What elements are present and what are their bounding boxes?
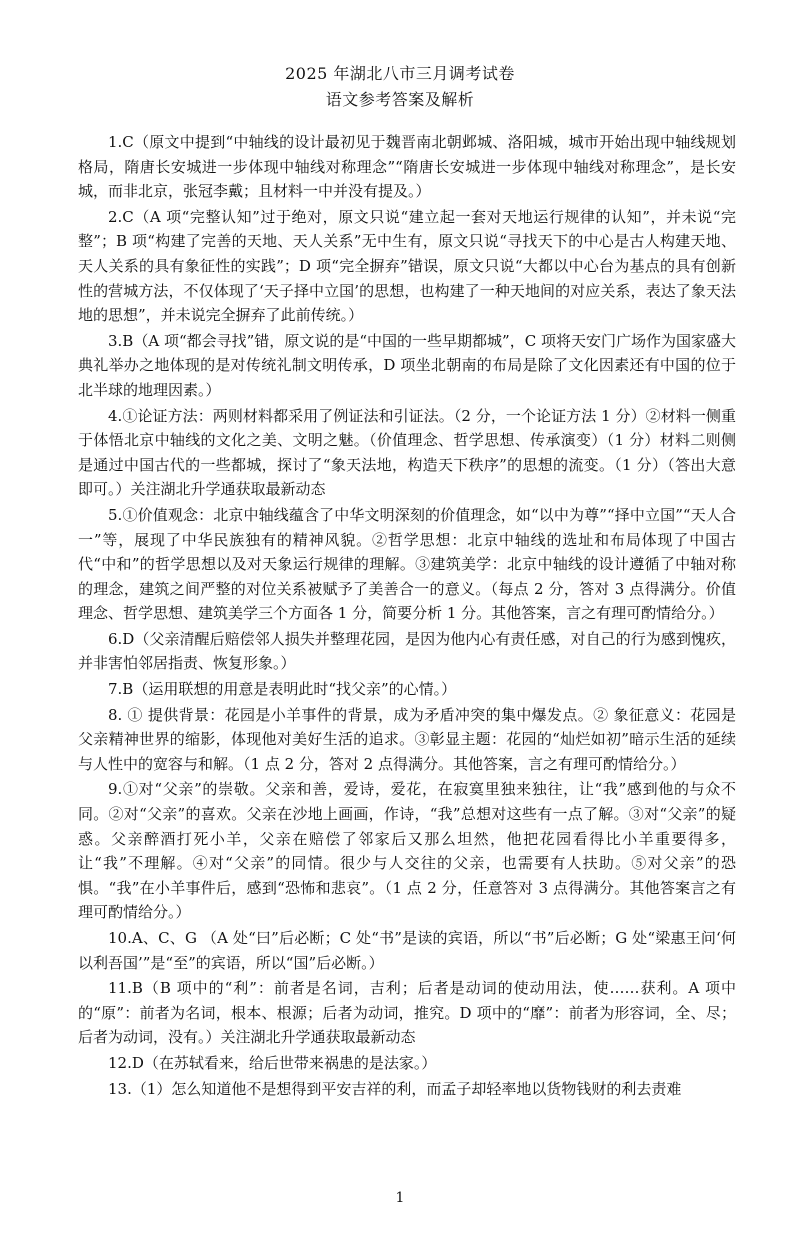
answer-10: 10.A、C、G （A 处“曰”后必断；C 处“书”是读的宾语，所以“书”后必断；G 处“梁惠王问‘何以利吾国’”是“至”的宾语，所以“国”后必断。） — [78, 929, 736, 972]
answer-6: 6.D（父亲清醒后赔偿邻人损失并整理花园，是因为他内心有责任感，对自己的行为感到愧疚，并非害怕邻居指责、恢复形象。） — [78, 629, 736, 673]
document-subtitle: 语文参考答案及解析 — [325, 90, 475, 109]
answer-3: 3.B（A 项“都会寻找”错，原文说的是“中国的一些早期都城”，C 项将天安门广场作为国家盛大典礼举办之地体现的是对传统礼制文明传承，D 项坐北朝南的布局是除了文化因素还有中国的位于北半球的地理因素。） — [78, 331, 736, 399]
answer-1: 1.C（原文中提到“中轴线的设计最初见于魏晋南北朝邺城、洛阳城，城市开始出现中轴线规划格局，隋唐长安城进一步体现中轴线对称理念”“隋唐长安城进一步体现中轴线对称理念”，是长安城，而非北京，张冠李戴；且材料一中并没有提及。） — [78, 133, 736, 201]
answer-11: 11.B（B 项中的“利”：前者是名词，吉利；后者是动词的使动用法，使……获利。A 项中的“原”：前者为名词，根本、根源；后者为动词，推究。D 项中的“靡”：前者为形容词，全、尽；后者为动词，没有。）关注湖北升学通获取最新动态 — [78, 979, 736, 1047]
document-title: 2025 年湖北八市三月调考试卷 — [285, 64, 515, 83]
answer-12: 12.D（在苏轼看来，给后世带来祸患的是法家。） — [108, 1053, 437, 1072]
answer-8: 8. ① 提供背景：花园是小羊事件的背景，成为矛盾冲突的集中爆发点。② 象征意义：花园是父亲精神世界的缩影，体现他对美好生活的追求。③彰显主题：花园的“灿烂如初”暗示生活的延续与人性中的宽容与和解。（1 点 2 分，答对 2 点得满分。其他答案，言之有理可酌情给分。） — [78, 705, 736, 773]
answer-5: 5.①价值观念：北京中轴线蕴含了中华文明深刻的价值理念，如“以中为尊”“择中立国”“天人合一”等，展现了中华民族独有的精神风貌。②哲学思想：北京中轴线的选址和布局体现了中国古代“中和”的哲学思想以及对天象运行规律的理解。③建筑美学：北京中轴线的设计遵循了中轴对称的理念，建筑之间严整的对位关系被赋予了美善合一的意义。（每点 2 分，答对 3 点得满分。价值理念、哲学思想、建筑美学三个方面各 1 分，简要分析 1 分。其他答案，言之有理可酌情给分。） — [78, 505, 736, 623]
answer-9: 9.①对“父亲”的崇敬。父亲和善，爱诗，爱花，在寂寞里独来独往，让“我”感到他的与众不同。②对“父亲”的喜欢。父亲在沙地上画画，作诗，“我”总想对这些有一点了解。③对“父亲”的疑惑。父亲醉酒打死小羊，父亲在赔偿了邻家后又那么坦然，他把花园看得比小羊重要得多，让“我”不理解。④对“父亲”的同情。很少与人交往的父亲，也需要有人扶助。⑤对父亲”的恐惧。“我”在小羊事件后，感到“恐怖和悲哀”。（1 点 2 分，任意答对 3 点得满分。其他答案言之有理可酌情给分。） — [78, 780, 736, 922]
header — [0, 62, 800, 112]
answer-13: 13.（1）怎么知道他不是想得到平安吉祥的利，而孟子却轻率地以货物钱财的利去责难 — [108, 1079, 682, 1098]
answer-4: 4.①论证方法：两则材料都采用了例证法和引证法。（2 分，一个论证方法 1 分）②材料一侧重于体悟北京中轴线的文化之美、文明之魅。（价值理念、哲学思想、传承演变）（1 分）材料二则侧是通过中国古代的一些都城，探讨了“象天法地，构造天下秩序”的思想的流变。（1 分）（答出大意即可。）关注湖北升学通获取最新动态 — [78, 406, 736, 499]
answer-2: 2.C（A 项“完整认知”过于绝对，原文只说“建立起一套对天地运行规律的认知”，并未说“完整”；B 项“构建了完善的天地、天人关系”无中生有，原文只说“寻找天下的中心是古人构建天地、天人关系的具有象征性的实践”；D 项“完全摒弃”错误，原文只说“大都以中心台为基点的具有创新性的营城方法，不仅体现了‘天子择中立国’的思想，也构建了一种天地间的对应关系，表达了象天法地的思想”，并未说完全摒弃了此前传统。） — [78, 207, 736, 325]
answer-body — [78, 130, 736, 1102]
answer-7: 7.B（运用联想的用意是表明此时“找父亲”的心情。） — [108, 680, 457, 699]
page-number: 1 — [395, 1190, 405, 1206]
